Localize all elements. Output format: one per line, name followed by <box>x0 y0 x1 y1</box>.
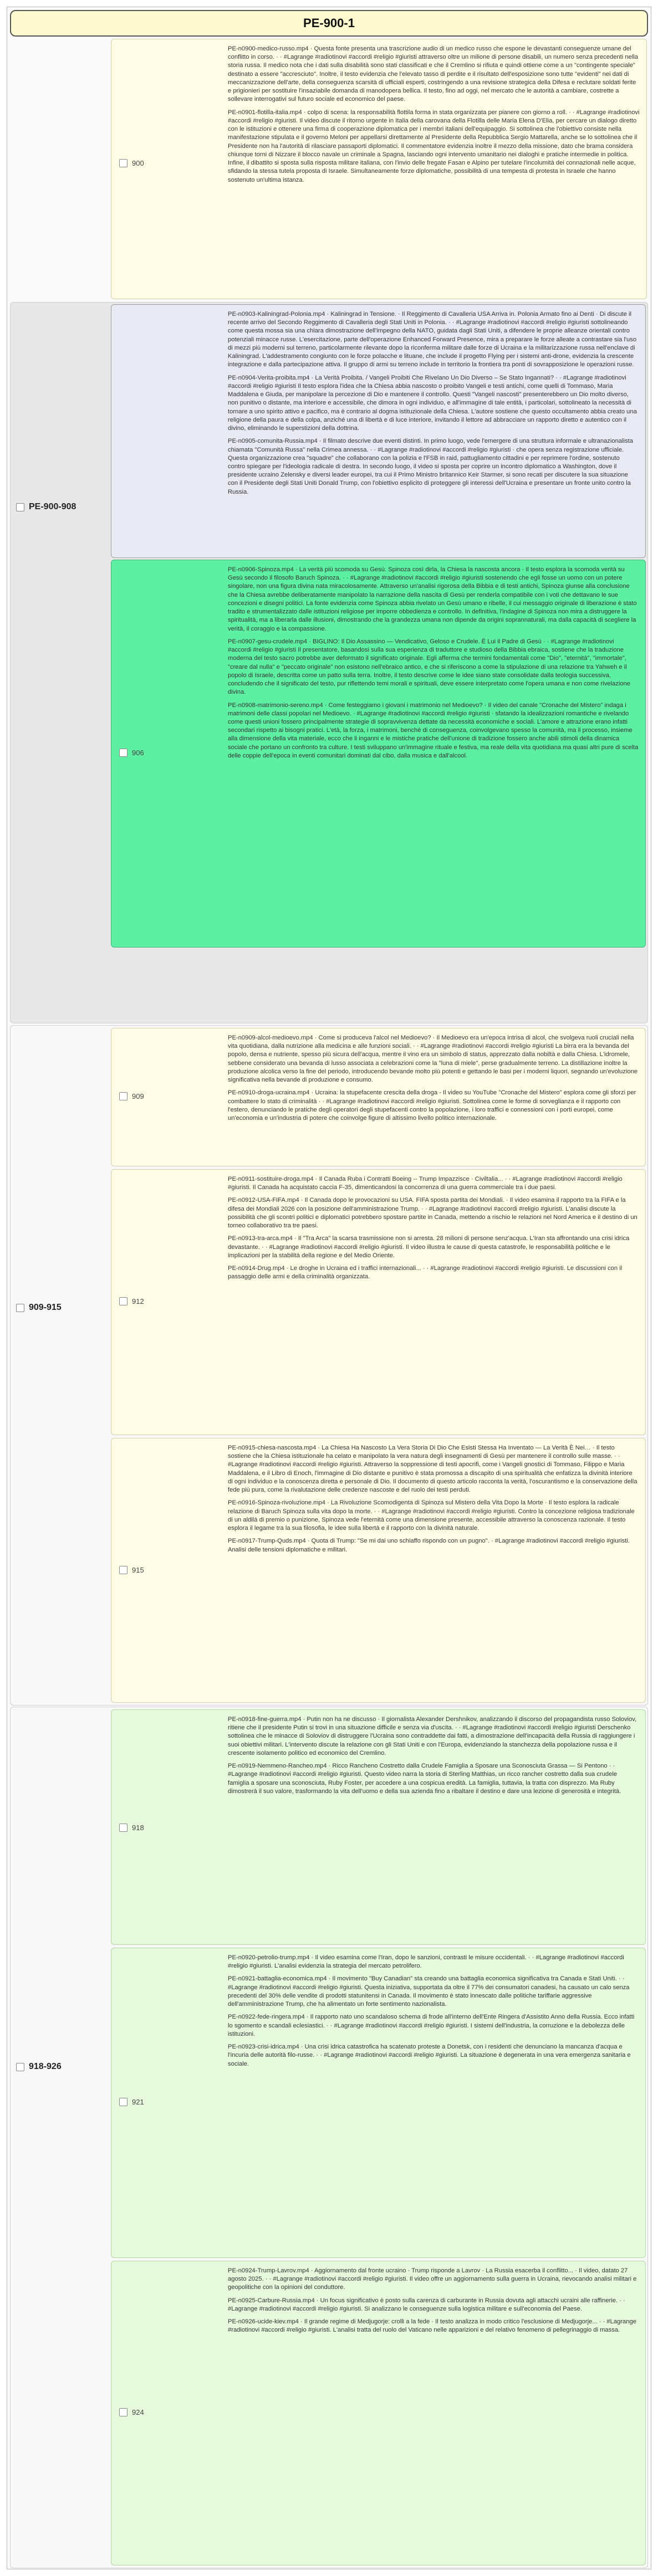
paragraph: PE-n0901-flotilla-italia.mp4 · colpo di scena: la responsabilità flottila forma in stata organizzata per pianere con giorno a roll. · · #Lagrange #radiotinovi #accordi #religio #giuristi. Il video discute il ritorno urgente in Italia della carovana della Flotilla delle Maria Elena D'Elia, per cercare un dialogo diretto con le istituzioni e ottenere una firma di cooperazione diplomatica per i membri italiani dell'equipaggio. Si sottolinea che l'obiettivo consiste nella manifestazione stipulata e il governo Meloni per appellarsi direttamente al Presidente della Repubblica Sergio Mattarella, anche se lo sottolinea che il Presidente non ha l'autorità di rilasciare passaporti diplomatici. Il commentatore evidenzia inoltre il mezzo della missione, dato che brama considera chiunque torni di Nizzare il blocco navale un criminale a Spagna, lasciando ogni intervento umanitario nei dialoghi e pratiche intermedie in politica. Infine, il dibattito si sposta sulla risposta militare italiana, con l'invio delle fregate Fasan e Alpino per tutelare l'incolumità dei connazionali nelle acque, sfidando la stessa tutela proposta di Israele. Simultaneamente forze diplomatiche, possibilità di una tempesta di protesta in Israele che hanno sostenuto un'ultima istanza. <box>228 109 640 183</box>
paragraph: PE-n0920-petrolio-trump.mp4 · Il video esamina come l'Iran, dopo le sanzioni, contrasti le misure occidentali. · · #Lagrange #radiotinovi #accordi #religio #giuristi. L'analisi evidenzia la strategia del mercato petrolifero. <box>228 1954 624 1970</box>
leaf-id: 900 <box>132 159 144 167</box>
leaf-id: 924 <box>132 2408 144 2416</box>
leaf-text <box>228 1034 639 1161</box>
group-label-text: PE-900-908 <box>29 502 76 511</box>
checkbox[interactable] <box>119 1824 127 1832</box>
checkbox[interactable] <box>119 159 127 167</box>
checkbox[interactable] <box>119 2408 127 2416</box>
leaf-label[interactable] <box>119 1566 144 1574</box>
paragraph: PE-n0919-Nemmeno-Rancheo.mp4 · Ricco Rancheno Costretto dalla Crudele Famiglia a Sposare una Sconosciuta Grassa — Si Pentono · · #Lagrange #radiotinovi #accordi #religio #giuristi. Questo video narra la storia di Sterling Matthias, un ricco rancher costretto dalla sua crudele famiglia a sposare una sconosciuta, Ruby Foster, per accedere a una cospicua eredità. La famiglia, tuttavia, la tratta con disprezzo. Ma Ruby dimostrerà il suo valore, trasformando la vita dell'uomo e della sua azienda fino a ribaltare il destino e dare una lezione di generosità e integrità. <box>228 1763 621 1795</box>
leaf-912 <box>111 1169 646 1435</box>
leaf-id: 918 <box>132 1824 144 1832</box>
paragraph: PE-n0913-tra-arca.mp4 · Il "Tra Arca" la scarsa trasmissione non si arresta. 28 milioni di persone senz'acqua. L'Iran sta affrontando una crisi idrica devastante. · · #Lagrange #radiotinovi #accordi #religio #giuristi. Il video illustra le cause di questa catastrofe, le responsabilità politiche e le implicazioni per la stabilità della regione e del Medio Oriente. <box>228 1235 630 1259</box>
paragraph: PE-n0923-crisi-idrica.mp4 · Una crisi idrica catastrofica ha scatenato proteste a Donetsk, con i residenti che denunciano la mancanza d'acqua e l'incuria delle autorità filo-russe. · · #Lagrange #radiotinovi #accordi #religio #giuristi. La situazione è degenerata in una vera emergenza sanitaria e sociale. <box>228 2044 631 2067</box>
leaf-label[interactable] <box>119 1297 144 1305</box>
paragraph: PE-n0926-ucide-kiev.mp4 · Il grande regime di Medjugorje: crolli a la fede · Il testo analizza in modo critico l'esclusione di Medjugorje... · · #Lagrange #radiotinovi #accordi #religio #giuristi. L'analisi tratta del ruolo del Vaticano nelle apparizioni e del relativo fenomeno di pellegrinaggio di massa. <box>228 2318 636 2334</box>
leaf-918 <box>111 1709 646 1945</box>
leaf-909 <box>111 1028 646 1166</box>
paragraph: PE-n0917-Trump-Quds.mp4 · Quota di Trump: "Se mi dai uno schiaffo rispondo con un pugno". · #Lagrange #radiotinovi #accordi #religio #giuristi. Analisi delle tensioni diplomatiche e militari. <box>228 1538 630 1553</box>
checkbox[interactable] <box>16 2063 24 2071</box>
group-label-text: 909-915 <box>29 1303 62 1312</box>
leaf-906 <box>111 560 646 948</box>
group-label-text: 918-926 <box>29 2062 62 2071</box>
paragraph: PE-n0922-fede-ringera.mp4 · Il rapporto nato uno scandaloso schema di frode all'interno dell'Ente Ringera d'Assistito Anno della Russia. Ecco infatti lo sgomento e scandali eclesiastici. · · #Lagrange #radiotinovi #accordi #religio #giuristi. I sistemi dell'industria, la corruzione e la debolezza delle istituzioni. <box>228 2014 635 2037</box>
leaf-text <box>228 1954 639 2253</box>
leaf-label[interactable] <box>119 749 144 757</box>
paragraph: PE-n0909-alcol-medioevo.mp4 · Come si produceva l'alcol nel Medioevo? · Il Medioevo era un'epoca intrisa di alcol, che svolgeva ruoli cruciali nella vita quotidiana, dalla nutrizione alla medicina e alle funzioni sociali. · · #Lagrange #radiotinovi #accordi #religio #giuristi La birra era la bevanda del popolo, densa e nutriente, spesso più sicura dell'acqua, mentre il vino era un simbolo di status, apprezzato dalla nobiltà e dalla Chiesa. L'idromele, sebbene considerato una bevanda di lusso associata a celebrazioni come la "luna di miele", perse gradualmente terreno. La distillazione inoltre la produzione alcolica verso la fine del periodo, introducendo bevande molto più potenti e gettando le basi per i moderni liquori, segnando un'evoluzione significativa nella bevande di produzione e consumo. <box>228 1035 638 1084</box>
paragraph: PE-n0914-Drug.mp4 · Le droghe in Ucraina ed i traffici internazionali... · · #Lagrange #radiotinovi #accordi #religio #giuristi. Le discussioni con il passaggio delle armi e della criminalità organizzata. <box>228 1265 623 1281</box>
paragraph: PE-n0903-Kaliningrad-Polonia.mp4 · Kaliningrad in Tensione. · Il Reggimento di Cavalleria USA Arriva in. Polonia Armato fino ai Denti · Di discute il recente arrivo del Secondo Reggimento di Cavalleria degli Stati Uniti in Polonia. · · #Lagrange #radiotinovi #accordi #religio #giuristi sottolineando come questa mossa sia una chiara dimostrazione dell'impegno della NATO, guidata dagli Stati Uniti, a difendere le proprie alleanze orientali contro potenziali minacce russe. L'esercitazione, parte dell'operazione Enhanced Forward Presence, mira a preparare le forze alleate a contrastare sia l'uso di mezzi più moderni sul terreno, particolarmente rilevante dopo la riconferma militare dalle forze di Ucraina e la militarizzazione russa nell'enclave di Kaliningrad. L'addestramento congiunto con le forze polacche e lituane, che include il progetto Flying per i sistemi anti-drone, evidenzia la crescente integrazione e dalla partecipazione attiva. Il gruppo di armi su terreno include in territorio la frontiera tra ponti di sovrapposizione le operazioni russe. <box>228 311 637 368</box>
paragraph: PE-n0905-comunita-Russia.mp4 · Il filmato descrive due eventi distinti. In primo luogo, vede l'emergere di una struttura informale e ultranazionalista chiamata "Comunità Russa" nella Crimea annessa. · · #Lagrange #radiotinovi #accordi #religio #giuristi · che opera senza registrazione ufficiale. Questa organizzazione crea "squadre" che collaborano con la polizia e l'FSB in raid, pattugliamento cittadini e per reprimere l'ordine, sostenuto contro spiegare per l'ideologia radicale di destra. In secondo luogo, il video si sposta per coprire un incontro diplomatico a Washington, dove il presidente ucraino Zelensky e diversi leader europei, tra cui il Primo Ministro britannico Keir Starmer, si sono recati per discutere la sua situazione con il Presidente degli Stati Uniti Donald Trump, con l'obiettivo esplicito di proteggere gli interessi dell'Ucraina e presentare un fronte unito contro la Russia. <box>228 438 633 495</box>
checkbox[interactable] <box>16 1304 24 1312</box>
leaf-text <box>228 1715 639 1940</box>
checkbox[interactable] <box>16 503 24 511</box>
leaf-text <box>228 1444 639 1698</box>
paragraph: PE-n0910-droga-ucraina.mp4 · Ucraina: la stupefacente crescita della droga - Il video su YouTube "Cronache del Mistero" esplora come gli sforzi per combattere lo stato di criminalità · · #Lagrange #radiotinovi #accordi #religio #giuristi. Sottolinea come le forme di sorveglianza e il rapporto con l'estero, denunciando le pratiche degli operatori degli stupefacenti contro la popolazione, i loro traffici e connessioni con i porti europei, come un'economia e un'industria di potere che coinvolge figure di altissimo livello politico internazionale. <box>228 1089 636 1122</box>
leaf-pe-900-908 <box>111 304 646 558</box>
paragraph: PE-n0921-battaglia-economica.mp4 · Il movimento "Buy Canadian" sta creando una battaglia economica significativa tra Canada e Stati Uniti. · · #Lagrange #radiotinovi #accordi #religio #giuristi. Questa iniziativa, supportata da oltre il 77% dei consumatori canadesi, ha causato un calo senza precedenti del 30% delle vendite di prodotti statunitensi in Canada. Il movimento è stato innescato dalle politiche tariffarie aggressive dell'amministrazione Trump, che ha alimentato un forte sentimento nazionalista. <box>228 1975 630 2008</box>
paragraph: PE-n0912-USA-FIFA.mp4 · Il Canada dopo le provocazioni su USA. FIFA sposta partita dei Mondiali. · Il video esamina il rapporto tra la FIFA e la difesa dei Mondiali 2026 con la posizione dell'amministrazione Trump. · · #Lagrange #radiotinovi #accordi #religio #giuristi. L'analisi discute la possibilità che gli scontri politici e diplomatici potrebbero spostare partite in Canada, mettendo a rischio le relazioni nel Nord America e il destino di un torneo collaborativo tra tre paesi. <box>228 1197 637 1230</box>
paragraph: PE-n0925-Carbure-Russia.mp4 · Un focus significativo è posto sulla carenza di carburante in Russia dovuta agli attacchi ucraini alle raffinerie. · · #Lagrange #radiotinovi #accordi #religio #giuristi. Si analizzano le conseguenze sulla logistica militare e sull'economia del Paese. <box>228 2297 625 2312</box>
paragraph: PE-n0904-Verita-proibita.mp4 · La Verità Proibita. / Vangeli Proibiti Che Rivelano Un Dio Diverso – Se Stato Ingannati? · · #Lagrange #radiotinovi #accordi #religio #giuristi Il testo esplora l'idea che la Chiesa abbia nascosto o proibito Vangeli e testi antichi, come quelli di Tommaso, Maria Maddalena e Giuda, per manipolare la percezione di Dio e mantenere il controllo. Questi "Vangeli nascosti" presenterebbero un Dio molto diverso, non punitivo o distante, ma interiore e accessibile, che dimora in ogni individuo, e all'immagine di tale entità, i particolari, sottolineato la necessità di tornare a uno spirito attivo e pacifico, ma è contrario al dogma istituzionale della Chiesa. L'autore sostiene che questo occultamento abbia creato una religione della paura e della colpa, anziché una di libertà e di luce interiore, invitando il lettore ad abbracciare un rapporto diretto e autentico con il divino, eliminando le superstizioni della dottrina. <box>228 374 637 432</box>
leaf-text <box>228 310 639 553</box>
paragraph: PE-n0900-medico-russo.mp4 · Questa fonte presenta una trascrizione audio di un medico russo che espone le devastanti conseguenze umane del conflitto in corso. · · #Lagrange #radiotinovi #accordi #religio #giuristi attraverso oltre un milione di persone disabili, un numero senza precedenti nella storia russa. Il medico nota che i dati sulla disabilità sono stati classificati e che il Cremlino si rifiuta e quindi ottiene come a un "contingente speciale" destinato a essere "accresciuto". Inoltre, il testo evidenzia che l'elevato tasso di perdite e il risultato dell'esposizione sono tutte "evidenti" nei dati di meccanizzazione dell'arte, della conseguenza scarsità di ufficiali esperti, costringendo a una revisione strategica della Difesa e reclutare soldati ferite e prigionieri per sostituire l'insaziabile domanda di manodopera bellica. Il testo, fino ad oggi, nel mercato che le autorità a cambiare, costrette a sollevare interrogativi sul futuro sociale ed economico del paese. <box>228 45 639 103</box>
paragraph: PE-n0908-matrimonio-sereno.mp4 · Come festeggiamo i giovani i matrimonio nel Medioevo? · Il video del canale "Cronache del Mistero" indaga i matrimoni delle classi popolari nel Medioevo. · #Lagrange #radiotinovi #accordi #religio #giuristi · sfatando la idealizzazioni romantiche e rivelando come questi unioni fossero principalmente strategie di sopravvivenza dettate da necessità economiche e sociali. L'amore e attrazione erano infatti secondari rispetto ai bisogni pratici. L'età, la forza, i matrimoni, benché di conseguenza, coinvolgevano spesso la comunità, ma il processo, insieme alla dimensione della vita materiale, ecco che li inganni e le mistiche pratiche dell'unione di tradizione fossero anche abili stimoli della dinamica sociale che portano un confronto tra culture. I testi sviluppano un'immagine rituale e festiva, ma reale della vita quotidiana ma quasi altri pure di scelta delle coppie dell'epoca in eventi comunitari dominati dal cibo, dalla musica e dall'alcool. <box>228 701 639 759</box>
leaf-id: 906 <box>132 749 144 757</box>
checkbox[interactable] <box>119 1092 127 1100</box>
leaf-label[interactable] <box>119 1824 144 1832</box>
leaf-label[interactable] <box>119 2098 144 2106</box>
page-title: PE-900-1 <box>303 16 355 30</box>
leaf-924 <box>111 2261 646 2565</box>
leaf-921 <box>111 1948 646 2258</box>
leaf-915 <box>111 1438 646 1703</box>
leaf-label[interactable] <box>119 1092 144 1100</box>
checkbox[interactable] <box>119 2098 127 2106</box>
leaf-text <box>228 566 639 943</box>
leaf-text <box>228 45 640 294</box>
leaf-text <box>228 2267 639 2560</box>
leaf-text <box>228 1175 639 1430</box>
paragraph: PE-n0918-fine-guerra.mp4 · Putin non ha ne discusso · Il giornalista Alexander Dershnikov, analizzando il discorso del propagandista russo Soloviov, ritiene che il presidente Putin si trovi in una situazione difficile e senza via d'uscita. · · #Lagrange #radiotinovi #accordi #religio #giuristi Derschenko sottolinea che le minacce di Soloviov di distruggere l'Ucraina sono contraddette dai fatti, a dimostrazione dell'incapacità della Russia di raggiungere i suoi obiettivi militari. L'intervento discute la relazione con gli Stati Uniti e con l'Europa, evidenziando la stanchezza della popolazione russa e il crescente isolamento politico ed economico del Cremlino. <box>228 1716 637 1756</box>
checkbox[interactable] <box>119 749 127 757</box>
group-label[interactable] <box>16 1303 62 1313</box>
paragraph: PE-n0906-Spinoza.mp4 · La verità più scomoda su Gesù. Spinoza così dirla, la Chiesa la nascosta ancora · Il testo esplora la scomoda verità su Gesù secondo il filosofo Baruch Spinoza. · · #Lagrange #radiotinovi #accordi #religio #giuristi sostenendo che egli fosse un uomo con un potere singolare, non una figura divina nata miracolosamente. Attraverso un'analisi rigorosa della Bibbia e di testi antichi, Spinoza giunse alla conclusione che la Chiesa avrebbe deliberatamente manipolato la narrazione della nascita di Gesù per renderla compatibile con i voti che dettavano le sue concezioni e disegni politici. La fonte evidenzia come Spinoza abbia rivelato un Gesù umano e ribelle, il cui messaggio originale di liberazione è stato tradito e strumentalizzato dalle istituzioni religiose per imporre obbedienza e controllo. In definitiva, l'indagine di Spinoza non mira a distruggere la spiritualità, ma a liberarla dalle illusioni, dimostrando che la grandezza umana non dipende da origini soprannaturali, ma dalla capacità di scegliere la verità, il coraggio e la compassione. <box>228 566 637 632</box>
checkbox[interactable] <box>119 1566 127 1574</box>
group-label[interactable] <box>16 2062 62 2072</box>
leaf-id: 912 <box>132 1297 144 1305</box>
leaf-label[interactable] <box>119 2408 144 2416</box>
paragraph: PE-n0916-Spinoza-rivoluzione.mp4 · La Rivoluzione Scomodigenta di Spinoza sul Mistero della Vita Dopo la Morte · Il testo esplora la radicale relazione di Baruch Spinoza sulla vita dopo la morte. · · #Lagrange #radiotinovi #accordi #religio #giuristi. Contro la concezione religiosa tradizionale di un aldilà di premio o punizione, Spinoza vede l'eternità come una dimensione presente, accessibile attraverso la conoscenza razionale. Il testo esplora il legame tra la sua filosofia, le idee sulla libertà e il rapporto con la divinità naturale. <box>228 1499 635 1532</box>
leaf-900 <box>111 39 647 299</box>
leaf-id: 915 <box>132 1566 144 1574</box>
header-bar <box>10 10 648 37</box>
leaf-label[interactable] <box>119 159 144 167</box>
paragraph: PE-n0907-gesu-crudele.mp4 · BIGLINO: Il Dio Assassino — Vendicativo, Geloso e Crudele. È Lui il Padre di Gesù · · #Lagrange #radiotinovi #accordi #religio #giuristi Il presentatore, basandosi sulla sua esperienza di traduttore e studioso della Bibbia ebraica, sostiene che la traduzione moderna del testo sacro potrebbe aver deformato il significato originale. Egli afferma che termini fondamentali come "Dio", "eternità", "immortale", "creare dal nulla" e "peccato originale" non esistono nell'ebraico antico, e che si riferiscono a come la stipulazione di una relazione tra Yahweh e il popolo di Israele, descritta come un patto sulla terra. Inoltre, il testo descrive come le idee siano state consolidate dalla teologia successiva, concludendo che il significato del testo, pur riflettendo temi morali e spirituali, deve essere interpretato come l'opera umana e non come rivelazione divina. <box>228 638 630 696</box>
leaf-id: 909 <box>132 1092 144 1100</box>
paragraph: PE-n0924-Trump-Lavrov.mp4 · Aggiornamento dal fronte ucraino · Trump risponde a Lavrov · La Russia esacerba il conflitto... · Il video, datato 27 agosto 2025. · · #Lagrange #radiotinovi #accordi #religio #giuristi. Il video offre un aggiornamento sulla guerra in Ucraina, rievocando analisi militari e geopolitiche con la opinioni del conduttore. <box>228 2267 637 2291</box>
leaf-id: 921 <box>132 2098 144 2106</box>
paragraph: PE-n0915-chiesa-nascosta.mp4 · La Chiesa Ha Nascosto La Vera Storia Di Dio Che Esisti Stessa Ha Inventato — La Verità È Nei… · Il testo sostiene che la Chiesa istituzionale ha celato e manipolato la vera natura degli insegnamenti di Gesù per mantenere il controllo sulle masse. · · #Lagrange #radiotinovi #accordi #religio #giuristi. Attraverso la soppressione di testi apocrifi, come i Vangeli gnostici di Tommaso, Filippo e Maria Maddalena, e il Libro di Enoch, l'immagine di Dio distante e punitivo è stata promossa a discapito di una spiritualità che enfatizza la divinità interiore di ogni individuo e la conoscenza diretta e personale di Dio. Il documento di questo articolo racconta la verità, l'oscurantismo e la conservazione della fede più pura, come la rivalutazione delle credenze nascoste e del ruolo dei testi perduti. <box>228 1445 637 1494</box>
checkbox[interactable] <box>119 1297 127 1305</box>
paragraph: PE-n0911-sostituire-droga.mp4 · Il Canada Ruba i Contratti Boeing -- Trump Impazzisce · Civiltalia... · · #Lagrange #radiotinovi #accordi #religio #giuristi. Il Canada ha acquistato caccia F-35, dimenticandosi la concorrenza di una guerra commerciale tra i due paesi. <box>228 1176 623 1191</box>
group-label[interactable] <box>16 502 76 512</box>
